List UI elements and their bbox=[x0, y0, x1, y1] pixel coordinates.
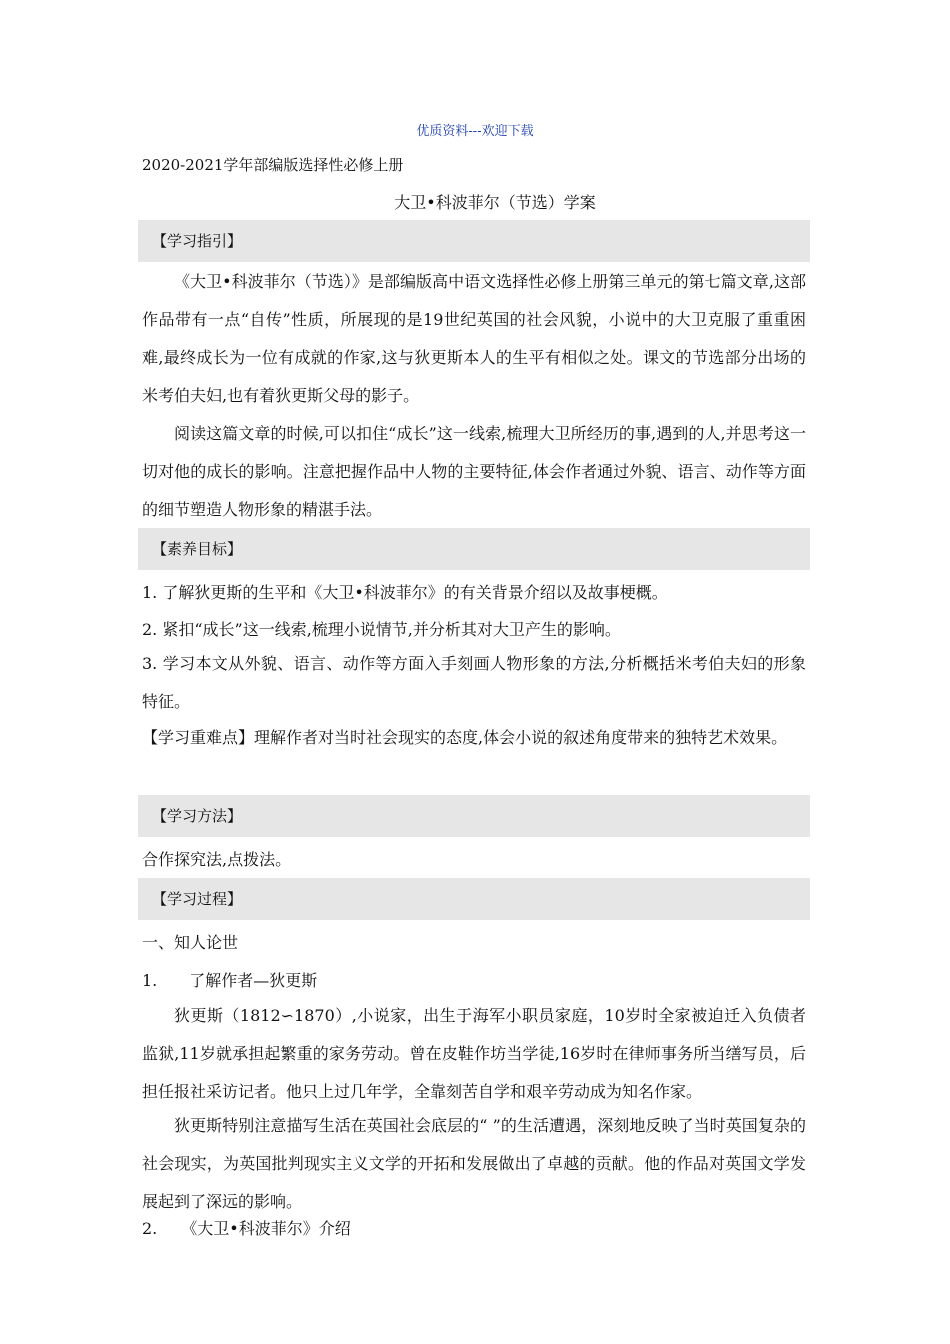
series-title: 2020-2021学年部编版选择性必修上册 bbox=[142, 156, 404, 174]
document-title: 大卫•科波菲尔（节选）学案 bbox=[394, 193, 596, 212]
guide-paragraph-1: 《大卫•科波菲尔（节选）》是部编版高中语文选择性必修上册第三单元的第七篇文章,这部作品带有一点“自传”性质，所展现的是19世纪英国的社会风貌，小说中的大卫克服了重重困难,最终成长为一位有成就的作家,这与狄更斯本人的生平有相似之处。课文的节选部分出场的米考伯夫妇,也有着狄更斯父母的影子。 bbox=[142, 272, 806, 405]
goal-item-1: 1. 了解狄更斯的生平和《大卫•科波菲尔》的有关背景介绍以及故事梗概。 bbox=[142, 583, 668, 602]
goal-item-2: 2. 紧扣“成长”这一线索,梳理小说情节,并分析其对大卫产生的影响。 bbox=[142, 620, 621, 639]
process-subheading: 一、知人论世 bbox=[142, 933, 239, 952]
section-heading-method: 【学习方法】 bbox=[138, 795, 810, 837]
process-item-1: 1. 了解作者—狄更斯 bbox=[142, 971, 318, 990]
guide-paragraph-2: 阅读这篇文章的时候,可以扣住“成长”这一线索,梳理大卫所经历的事,遇到的人,并思考这一切对他的成长的影响。注意把握作品中人物的主要特征,体会作者通过外貌、语言、动作等方面的细节塑造人物形象的精湛手法。 bbox=[142, 424, 806, 519]
section-heading-guide: 【学习指引】 bbox=[138, 220, 810, 262]
author-paragraph-1: 狄更斯（1812∽1870）,小说家，出生于海军小职员家庭，10岁时全家被迫迁入负债者监狱,11岁就承担起繁重的家务劳动。曾在皮鞋作坊当学徒,16岁时在律师事务所当缮写员，后担任报社采访记者。他只上过几年学，全靠刻苦自学和艰辛劳动成为知名作家。 bbox=[142, 1006, 806, 1101]
goal-item-3: 3. 学习本文从外貌、语言、动作等方面入手刻画人物形象的方法,分析概括米考伯夫妇的形象特征。 bbox=[142, 654, 806, 711]
key-points: 【学习重难点】理解作者对当时社会现实的态度,体会小说的叙述角度带来的独特艺术效果。 bbox=[142, 728, 788, 747]
section-heading-goals: 【素养目标】 bbox=[138, 528, 810, 570]
process-item-2: 2. 《大卫•科波菲尔》介绍 bbox=[142, 1219, 351, 1238]
section-heading-process: 【学习过程】 bbox=[138, 878, 810, 920]
watermark: 优质资料---欢迎下载 bbox=[416, 124, 534, 139]
author-paragraph-2: 狄更斯特别注意描写生活在英国社会底层的“ ”的生活遭遇，深刻地反映了当时英国复杂的社会现实，为英国批判现实主义文学的开拓和发展做出了卓越的贡献。他的作品对英国文学发展起到了深远的影响。 bbox=[142, 1116, 806, 1211]
method-text: 合作探究法,点拨法。 bbox=[142, 850, 292, 869]
